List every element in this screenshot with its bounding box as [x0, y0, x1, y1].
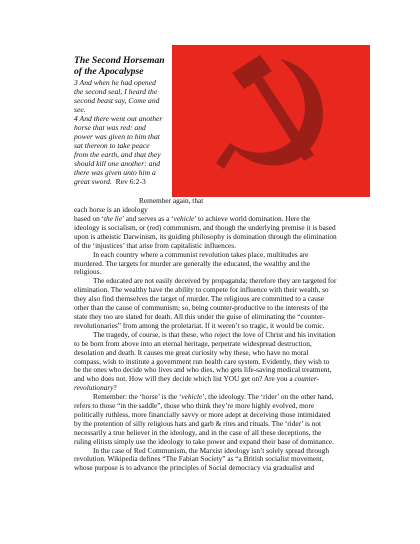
paragraph-line: The tragedy, of course, is that these, who reject the love of Christ and his invitation — [93, 329, 336, 339]
text-run: ? — [113, 383, 117, 393]
paragraph-line: of the ‘injustices’ that arise from capitalistic influences. — [74, 240, 236, 250]
poem-line: from the earth, and that they — [74, 150, 161, 159]
paragraph-line: In each country where a communist revolution takes place, multitudes are — [93, 249, 309, 259]
paragraph-line — [74, 375, 374, 384]
paragraph-line: compass, wish to institute a government run health care system. Evidently, they wish to — [74, 356, 330, 366]
paragraph-line: whose purpose is to advance the principles of Social democracy via gradualist and — [74, 463, 315, 473]
paragraph-line: by the pretention of silly religious hats and garb & rites and rituals. The ‘rider’ is not — [74, 418, 322, 428]
paragraph-line: politically ruthless, more financially savvy or more adept at deceiving those intimidated — [74, 409, 331, 419]
text-run: and who does not. How will they decide which list YOU get on? Are you a — [74, 374, 295, 384]
text-run: revolutionary — [74, 383, 114, 393]
text-run: Remember: the ‘horse’ is the ‘ — [93, 392, 182, 402]
poem-line: 3 And when he had opened — [74, 78, 156, 87]
paragraph-line: they also find themselves the target of murder. The religious are committed to a cause — [74, 294, 324, 304]
paragraph-line: ruling elitists simply use the ideology to take power and expand their base of dominance. — [74, 436, 334, 446]
hammer-and-sickle-icon — [172, 45, 370, 197]
article-body — [74, 196, 374, 473]
text-run: vehicle — [181, 392, 203, 402]
text-run: ’ to achieve world domination. Here the — [194, 214, 311, 223]
text-run: based on ‘ — [74, 214, 104, 223]
paragraph-line: to be born from above into an eternal heritage, perpetrate widespread destruction, — [74, 338, 312, 348]
poem-line: 4 And there went out another — [74, 114, 163, 123]
poem-title-line: The Second Horseman — [74, 55, 165, 66]
poem-line: power was given to him that — [74, 132, 160, 141]
text-run: ’ and serves as a ‘ — [122, 214, 174, 223]
paragraph-line: other than the cause of communism; so, being counter-productive to the interests of the — [74, 303, 329, 313]
text-run: counter- — [294, 374, 319, 384]
paragraph-line: In the case of Red Communism, the Marxist ideology isn’t solely spread through — [93, 445, 329, 455]
paragraph-line: religious. — [74, 267, 102, 277]
poem-line: there was given unto him a — [74, 168, 156, 177]
paragraph-line: murdered. The targets for murder are generally the educated, the wealthy and the — [74, 258, 310, 268]
paragraph-line: necessarily a true believer in the ideology, and in the case of all these deceptions, the — [74, 427, 322, 437]
poem-line: great sword. — [74, 177, 112, 186]
paragraph-line: refers to those “in the saddle”, those who think they’re more highly evolved, more — [74, 401, 315, 411]
paragraph-line: upon is atheistic Darwinism, its guiding philosophy is domination through the elimination — [74, 231, 337, 241]
paragraph-line: revolution. Wikipedia defines “The Fabian Society” as “a British socialist movement, — [74, 454, 324, 464]
paragraph-line: desolation and death. It causes me great curiosity why these, who have no moral — [74, 347, 309, 357]
scripture-reference: Rev 6:2-3 — [115, 177, 146, 186]
text-run: the lie — [104, 214, 123, 223]
paragraph-line: Remember again, that — [139, 196, 204, 205]
paragraph-line: ideology is socialism, or (red) communism, and though the underlying premise it is based — [74, 222, 336, 232]
poem-line-last — [74, 177, 174, 186]
poem-line: sat thereon to take peace — [74, 141, 150, 150]
paragraph-line: elimination. The wealthy have the ability to compete for influence with their wealth, so — [74, 285, 329, 295]
text-run: ’, the ideology. The ‘rider’ on the other hand, — [202, 392, 334, 402]
paragraph-line: The educated are not easily deceived by propaganda; therefore they are targeted for — [93, 276, 337, 286]
soviet-flag-image — [172, 45, 370, 197]
poem-title — [74, 55, 174, 77]
poem-epigraph — [74, 55, 174, 186]
paragraph-line: revolutionaries” from among the proletariat. If it weren’t so tragic, it would be comic. — [74, 320, 325, 330]
poem-line: should kill one another: and — [74, 159, 161, 168]
poem-line: second beast say, Come and — [74, 96, 160, 105]
poem-line: see. — [74, 105, 86, 114]
paragraph-line: each horse is an ideology — [74, 205, 148, 214]
paragraph-line: be the ones who decide who lives and who dies, who gets life-saving medical treatment, — [74, 365, 332, 375]
poem-title-line: of the Apocalypse — [74, 66, 144, 77]
paragraph-line: state they too are slated for death. All this under the guise of eliminating the “counter- — [74, 311, 325, 321]
text-run: vehicle — [173, 214, 195, 223]
poem-line: the second seal, I heard the — [74, 87, 158, 96]
poem-line: horse that was red: and — [74, 123, 146, 132]
